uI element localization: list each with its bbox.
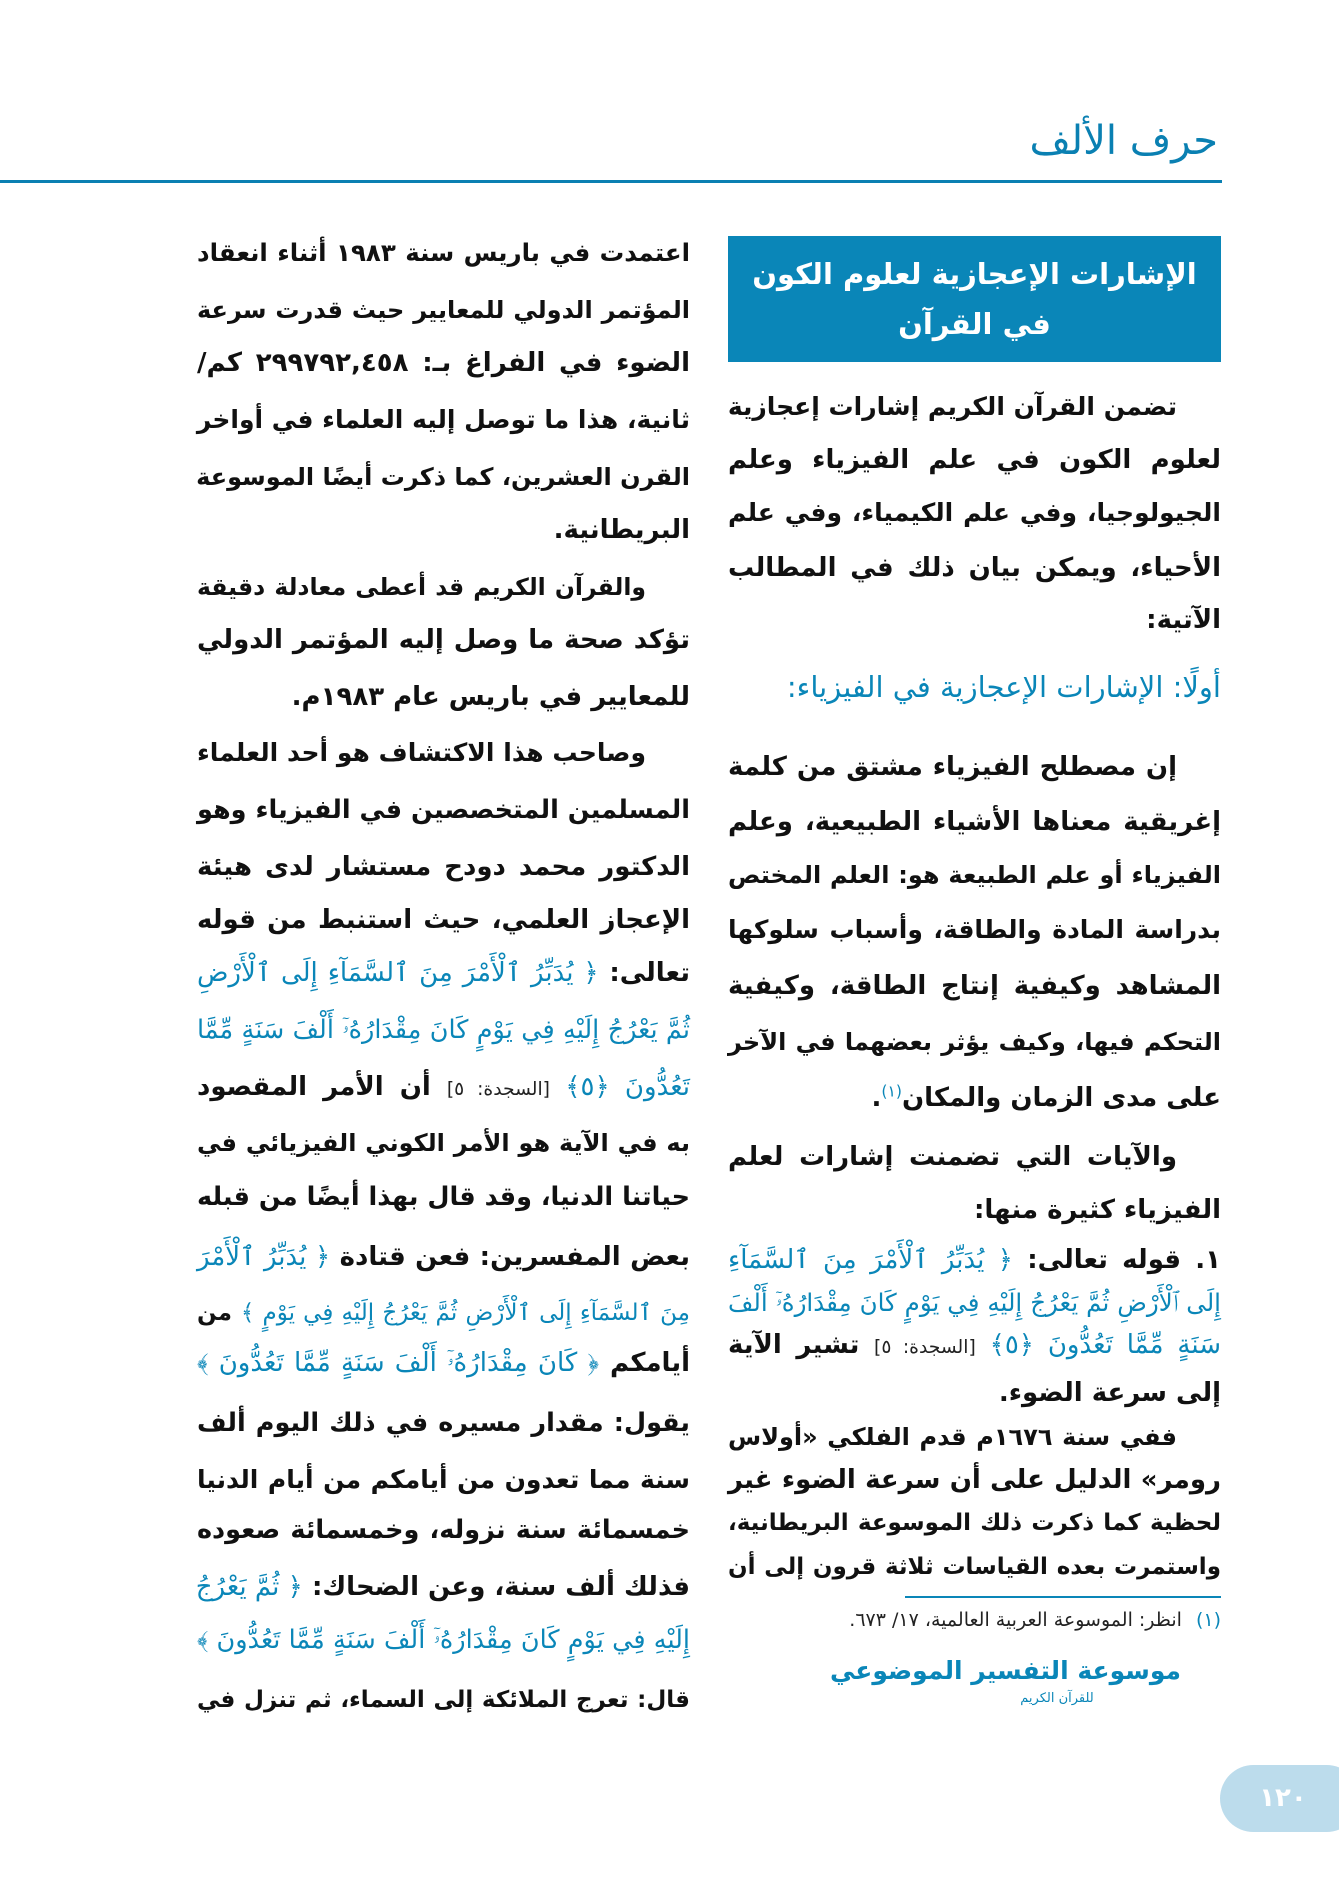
text-line — [197, 1336, 690, 1390]
text-line — [728, 848, 1221, 902]
footnote — [728, 1604, 1221, 1636]
body-text: حياتنا الدنيا، وقد قال بهذا أيضًا من قبله — [197, 1182, 690, 1212]
text-line — [728, 541, 1221, 595]
text-line — [197, 783, 690, 837]
body-text: التحكم فيها، وكيف يؤثر بعضهما في الآخر — [728, 1028, 1221, 1056]
text-line — [197, 393, 690, 447]
body-text: الإعجاز العلمي، حيث استنبط من قوله — [197, 905, 690, 935]
body-text: المشاهد وكيفية إنتاج الطاقة، وكيفية — [728, 971, 1221, 1001]
text-line — [197, 1503, 690, 1557]
body-text: الجيولوجيا، وفي علم الكيمياء، وفي علم — [728, 498, 1221, 527]
logo-title: موسوعة التفسير الموضوعي — [829, 1656, 1181, 1685]
body-text: الضوء في الفراغ بـ: ٢٩٩٧٩٢,٤٥٨ كم/ — [197, 348, 690, 378]
text-line — [728, 1071, 1221, 1125]
body-text: والآيات التي تضمنت إشارات لعلم — [728, 1142, 1177, 1172]
body-text: أن الأمر المقصود — [197, 1072, 447, 1102]
body-text: ١. قوله تعالى: — [1013, 1245, 1221, 1275]
body-text: الدكتور محمد دودح مستشار لدى هيئة — [197, 852, 690, 882]
quran-verse: تَعُدُّونَ ﴿٥﴾ — [549, 1072, 690, 1102]
body-text: البريطانية. — [553, 515, 690, 545]
body-text: به في الآية هو الأمر الكوني الفيزيائي في — [197, 1129, 690, 1157]
body-text: اعتمدت في باريس سنة ١٩٨٣ أثناء انعقاد — [197, 238, 690, 267]
section-title-box — [728, 236, 1221, 362]
text-line — [197, 1230, 690, 1284]
body-text: الفيزياء أو علم الطبيعة هو: العلم المختص — [728, 861, 1221, 889]
text-line — [197, 946, 690, 1000]
text-line — [728, 1318, 1221, 1372]
body-text: فذلك ألف سنة، وعن الضحاك: — [302, 1572, 690, 1602]
text-line — [197, 840, 690, 894]
footnote-divider — [905, 1596, 1221, 1598]
body-text: تضمن القرآن الكريم إشارات إعجازية — [727, 392, 1177, 421]
quran-verse: ثُمَّ يَعْرُجُ إِلَيْهِ فِي يَوْمٍ كَانَ مِقْدَارُهُۥٓ أَلْفَ سَنَةٍ مِّمَّا — [197, 1015, 690, 1045]
section-title: الإشارات الإعجازية لعلوم الكون في القرآن — [752, 257, 1197, 341]
subsection-heading-line — [728, 660, 1221, 714]
body-text: القرن العشرين، كما ذكرت أيضًا الموسوعة — [196, 463, 690, 491]
text-line — [728, 1540, 1221, 1594]
body-text: من — [197, 1300, 241, 1326]
body-text: لحظية كما ذكرت ذلك الموسوعة البريطانية، — [728, 1510, 1221, 1536]
text-line — [728, 486, 1221, 540]
text-line — [197, 283, 690, 337]
body-text: والقرآن الكريم قد أعطى معادلة دقيقة — [197, 573, 646, 601]
page-number: ١٢٠ — [1259, 1783, 1307, 1813]
text-line — [197, 1003, 690, 1057]
text-line — [197, 1116, 690, 1170]
text-line — [728, 380, 1221, 434]
body-text: ففي سنة ١٦٧٦م قدم الفلكي «أولاس — [728, 1423, 1177, 1451]
body-text: المؤتمر الدولي للمعايير حيث قدرت سرعة — [197, 296, 690, 324]
body-text: . — [871, 1083, 882, 1113]
text-line — [197, 1560, 690, 1614]
text-line — [728, 433, 1221, 487]
body-text: رومر» الدليل على أن سرعة الضوء غير — [728, 1465, 1221, 1495]
quran-verse: ﴿ يُدَبِّرُ ٱلْأَمْرَ — [197, 1242, 331, 1272]
text-line — [197, 1286, 690, 1340]
quran-verse: سَنَةٍ مِّمَّا تَعُدُّونَ ﴿٥﴾ — [975, 1330, 1221, 1360]
body-text: يقول: مقدار مسيره في ذلك اليوم ألف — [197, 1408, 690, 1438]
text-line — [197, 1453, 690, 1507]
text-line — [728, 740, 1221, 794]
text-line — [197, 336, 690, 390]
body-text: تعالى: — [598, 958, 690, 988]
text-line — [197, 1170, 690, 1224]
header-divider — [0, 180, 1222, 183]
body-text: الفيزياء كثيرة منها: — [974, 1195, 1221, 1225]
body-text: الآتية: — [1146, 605, 1221, 635]
text-line — [197, 560, 690, 614]
text-line — [197, 1673, 690, 1727]
text-line — [728, 903, 1221, 957]
body-text: على مدى الزمان والمكان — [901, 1083, 1221, 1113]
quran-verse: ﴿ يُدَبِّرُ ٱلْأَمْرَ مِنَ ٱلسَّمَآءِ — [728, 1245, 1014, 1275]
body-text: لعلوم الكون في علم الفيزياء وعلم — [728, 445, 1221, 475]
body-text: سنة مما تعدون من أيامكم من أيام الدنيا — [197, 1465, 690, 1494]
quran-verse: مِنَ ٱلسَّمَآءِ إِلَى ٱلْأَرْضِ ثُمَّ يَعْرُجُ إِلَيْهِ فِي يَوْمٍ ﴾ — [240, 1300, 690, 1326]
text-line — [197, 503, 690, 557]
text-line — [197, 613, 690, 667]
text-line — [728, 795, 1221, 849]
text-line — [728, 593, 1221, 647]
quran-verse: ﴿ ثُمَّ يَعْرُجُ — [195, 1572, 303, 1602]
body-text: إن مصطلح الفيزياء مشتق من كلمة — [728, 752, 1177, 782]
body-text: وصاحب هذا الاكتشاف هو أحد العلماء — [197, 738, 646, 767]
body-text: إغريقية معناها الأشياء الطبيعية، وعلم — [728, 807, 1221, 837]
body-text: المسلمين المتخصصين في الفيزياء وهو — [197, 795, 690, 825]
body-text: الأحياء، ويمكن بيان ذلك في المطالب — [728, 553, 1221, 583]
body-text: تشير الآية — [728, 1330, 875, 1360]
text-line — [197, 1396, 690, 1450]
text-line — [728, 1015, 1221, 1069]
subsection-heading: أولًا: الإشارات الإعجازية في الفيزياء: — [786, 670, 1221, 704]
quran-verse: ﴿ كَانَ مِقْدَارُهُۥٓ أَلْفَ سَنَةٍ مِّمَّا تَعُدُّونَ ﴾ — [197, 1348, 599, 1378]
body-text: للمعايير في باريس عام ١٩٨٣م. — [291, 682, 690, 712]
quran-verse: إِلَيْهِ فِي يَوْمٍ كَانَ مِقْدَارُهُۥٓ أَلْفَ سَنَةٍ مِّمَّا تَعُدُّونَ ﴾ — [197, 1625, 690, 1655]
footnote-text: انظر: الموسوعة العربية العالمية، ١٧/ ٦٧٣. — [849, 1609, 1182, 1631]
quran-verse: إِلَى ٱلْأَرْضِ ثُمَّ يَعْرُجُ إِلَيْهِ فِي يَوْمٍ كَانَ مِقْدَارُهُۥٓ أَلْفَ — [728, 1288, 1221, 1317]
text-line — [197, 1613, 690, 1667]
text-line — [728, 959, 1221, 1013]
footnote-number: (١) — [1195, 1609, 1221, 1631]
text-line — [728, 1183, 1221, 1237]
body-text: قال: تعرج الملائكة إلى السماء، ثم تنزل في — [197, 1687, 690, 1713]
body-text: إلى سرعة الضوء. — [998, 1378, 1221, 1408]
text-line — [197, 1060, 690, 1114]
text-line — [197, 226, 690, 280]
footnote-marker: (١) — [881, 1082, 902, 1101]
body-text: بدراسة المادة والطاقة، وأسباب سلوكها — [728, 915, 1221, 944]
logo-subtitle: للقرآن الكريم — [1020, 1691, 1094, 1706]
text-line — [197, 670, 690, 724]
body-text: أيامكم — [598, 1348, 690, 1378]
text-line — [197, 726, 690, 780]
body-text: ثانية، هذا ما توصل إليه العلماء في أواخر — [196, 405, 690, 434]
encyclopedia-logo — [829, 1652, 1181, 1718]
text-line — [197, 893, 690, 947]
body-text: بعض المفسرين: فعن قتادة — [330, 1242, 690, 1272]
text-line — [728, 1130, 1221, 1184]
quran-verse: ﴿ يُدَبِّرُ ٱلْأَمْرَ مِنَ ٱلسَّمَآءِ إِلَى ٱلْأَرْضِ — [197, 958, 599, 988]
body-text: خمسمائة سنة نزوله، وخمسمائة صعوده — [197, 1515, 690, 1545]
surah-reference: [السجدة: ٥] — [874, 1337, 976, 1358]
text-line — [197, 450, 690, 504]
body-text: واستمرت بعده القياسات ثلاثة قرون إلى أن — [728, 1554, 1221, 1580]
chapter-header-title: حرف الألف — [1029, 118, 1218, 164]
surah-reference: [السجدة: ٥] — [446, 1079, 550, 1100]
body-text: تؤكد صحة ما وصل إليه المؤتمر الدولي — [197, 625, 690, 655]
